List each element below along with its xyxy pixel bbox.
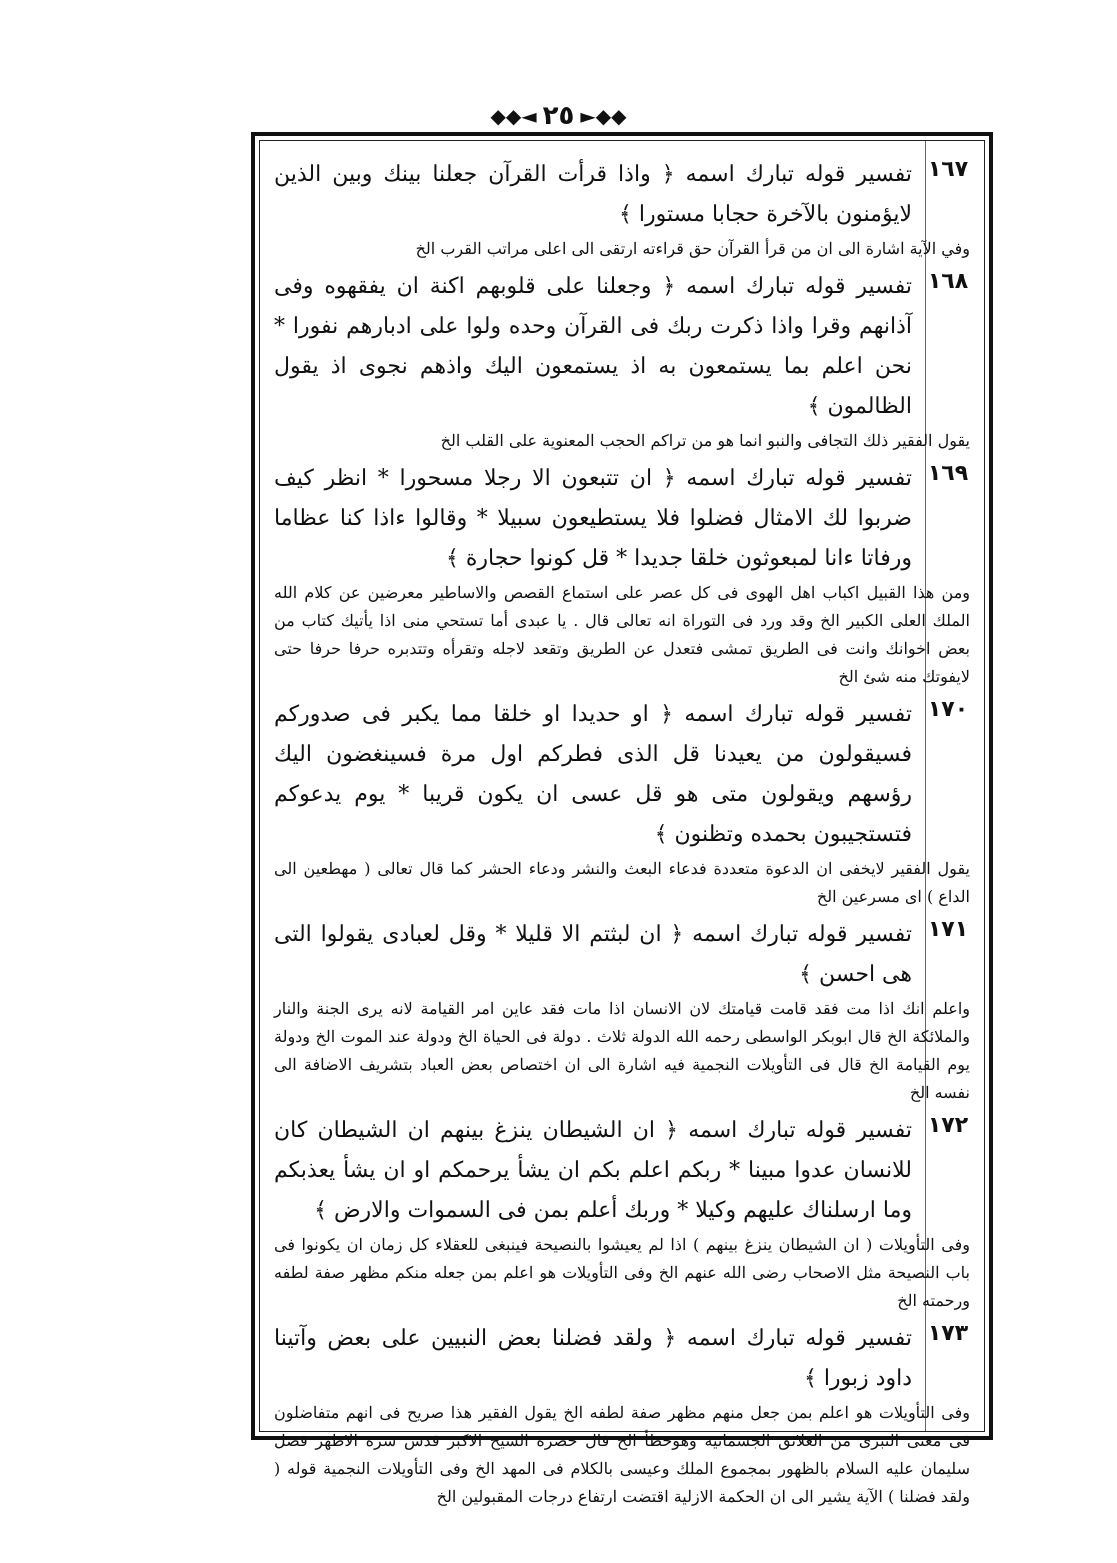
verse-heading: تفسير قوله تبارك اسمه ﴿ ولقد فضلنا بعض النبيين على بعض وآتينا داود زبورا ﴾ xyxy=(274,1326,912,1391)
commentary-text: وفي الآية اشارة الى ان من قرأ القرآن حق قراءته ارتقى الى اعلى مراتب القرب الخ xyxy=(415,239,970,258)
verse-heading: تفسير قوله تبارك اسمه ﴿ او حديدا او خلقا مما يكبر فى صدوركم فسيقولون من يعيدنا قل الذى فطركم اول مرة فسينغضون اليك رؤسهم ويقولون متى هو قل عسى ان يكون قريبا * يوم يدعوكم فتستجيبون بحمده وتظنون ﴾ xyxy=(274,702,912,847)
verse-heading: تفسير قوله تبارك اسمه ﴿ وجعلنا على قلوبهم اكنة ان يفقهوه وفى آذانهم وقرا واذا ذكرت ربك فى القرآن وحده ولوا على ادبارهم نفورا * نحن اعلم بما يستمعون به اذ يستمعون اليك واذهم نجوى اذ يقول الظالمون ﴾ xyxy=(274,274,912,419)
entry-170 xyxy=(274,695,974,911)
entry-168 xyxy=(274,267,974,455)
page-content xyxy=(274,155,974,1506)
verse-heading: تفسير قوله تبارك اسمه ﴿ ان الشيطان ينزغ بينهم ان الشيطان كان للانسان عدوا مبينا * ربكم اعلم بكم ان يشأ يرحمكم او ان يشأ يعذبكم وما ارسلناك عليهم وكيلا * وربك أعلم بمن فى السموات والارض ﴾ xyxy=(274,1118,912,1223)
entry-number: ١٧٠ xyxy=(927,697,969,722)
entry-number: ١٦٩ xyxy=(927,461,969,486)
commentary-text: ومن هذا القبيل اكباب اهل الهوى فى كل عصر على استماع القصص والاساطير معرضين عن كلام الله الملك العلى الكبير الخ وقد ورد فى التوراة انه تعالى قال . يا عبدى أما تستحي منى اذا يأتيك كتاب من بعض اخوانك وانت فى الطريق تمشى فتعدل عن الطريق وتقعد لاجله وتقرأه وتتدبره حرفا حرفا حتى لايفوتك منه شئ الخ xyxy=(274,583,970,686)
commentary-text: يقول الفقير ذلك التجافى والنبو انما هو من تراكم الحجب المعنوية على القلب الخ xyxy=(440,431,970,450)
commentary-text: واعلم انك اذا مت فقد قامت قيامتك لان الانسان اذا مات فقد عاين امر القيامة لانه يرى الجنة والنار والملائكة الخ قال ابوبكر الواسطى رحمه الله الدولة ثلاث . دولة فى الحياة الخ ودولة عند الموت الخ ودولة يوم القيامة الخ قال فى التأويلات النجمية فيه اشارة الى ان اختصاص بعض العباد بتشريف الاضافة الى نفسه الخ xyxy=(274,999,970,1102)
entry-171 xyxy=(274,915,974,1107)
entry-number: ١٦٨ xyxy=(927,269,969,294)
verse-heading: تفسير قوله تبارك اسمه ﴿ ان لبثتم الا قليلا * وقل لعبادى يقولوا التى هى احسن ﴾ xyxy=(274,922,912,987)
commentary-text: يقول الفقير لايخفى ان الدعوة متعددة فدعاء البعث والنشر ودعاء الحشر كما قال تعالى ( مهطعين الى الداع ) اى مسرعين الخ xyxy=(274,859,970,906)
page-number: ٢٥ xyxy=(542,101,575,131)
header-ornament-left: ◄◆◆ xyxy=(490,104,537,128)
commentary-text: وفى التأويلات هو اعلم بمن جعل منهم مظهر صفة لطفه الخ يقول الفقير هذا صريح فى انهم متفاضلون فى معنى التبرى من العلائق الجسمانية وهوخطأ الخ قال حضرة الشيخ الاكبر قدس سره الاطهر فضل سليمان عليه السلام بالظهور بمجموع الملك وعيسى بالكلام فى المهد الخ وفى التأويلات النجمية قوله ( ولقد فضلنا ) الآية يشير الى ان الحكمة الازلية اقتضت ارتفاع درجات المقبولين الخ xyxy=(274,1403,970,1506)
verse-heading: تفسير قوله تبارك اسمه ﴿ ان تتبعون الا رجلا مسحورا * انظر كيف ضربوا لك الامثال فضلوا فلا يستطيعون سبيلا * وقالوا ءاذا كنا عظاما ورفاتا ءانا لمبعوثون خلقا جديدا * قل كونوا حجارة ﴾ xyxy=(274,466,912,571)
page-frame-inner xyxy=(259,140,985,1506)
page-frame xyxy=(251,132,993,1506)
verse-heading: تفسير قوله تبارك اسمه ﴿ واذا قرأت القرآن جعلنا بينك وبين الذين لايؤمنون بالآخرة حجابا مستورا ﴾ xyxy=(274,162,912,227)
page-header xyxy=(0,96,1117,136)
entry-number: ١٧٣ xyxy=(927,1321,969,1346)
entry-number: ١٧٢ xyxy=(927,1113,969,1138)
header-ornament-right: ◆◆► xyxy=(580,104,627,128)
commentary-text: وفى التأويلات ( ان الشيطان ينزغ بينهم ) اذا لم يعيشوا بالنصيحة فينبغى للعقلاء كل زمان ان يكونوا فى باب النصيحة مثل الاصحاب رضى الله عنهم الخ وفى التأويلات هو اعلم بمن جعله منكم مظهر صفة لطفه ورحمته الخ xyxy=(274,1235,970,1310)
entry-169 xyxy=(274,459,974,691)
entry-number: ١٧١ xyxy=(927,917,969,942)
entry-number: ١٦٧ xyxy=(927,157,969,182)
entry-173 xyxy=(274,1319,974,1511)
entry-172 xyxy=(274,1111,974,1315)
entry-167 xyxy=(274,155,974,263)
